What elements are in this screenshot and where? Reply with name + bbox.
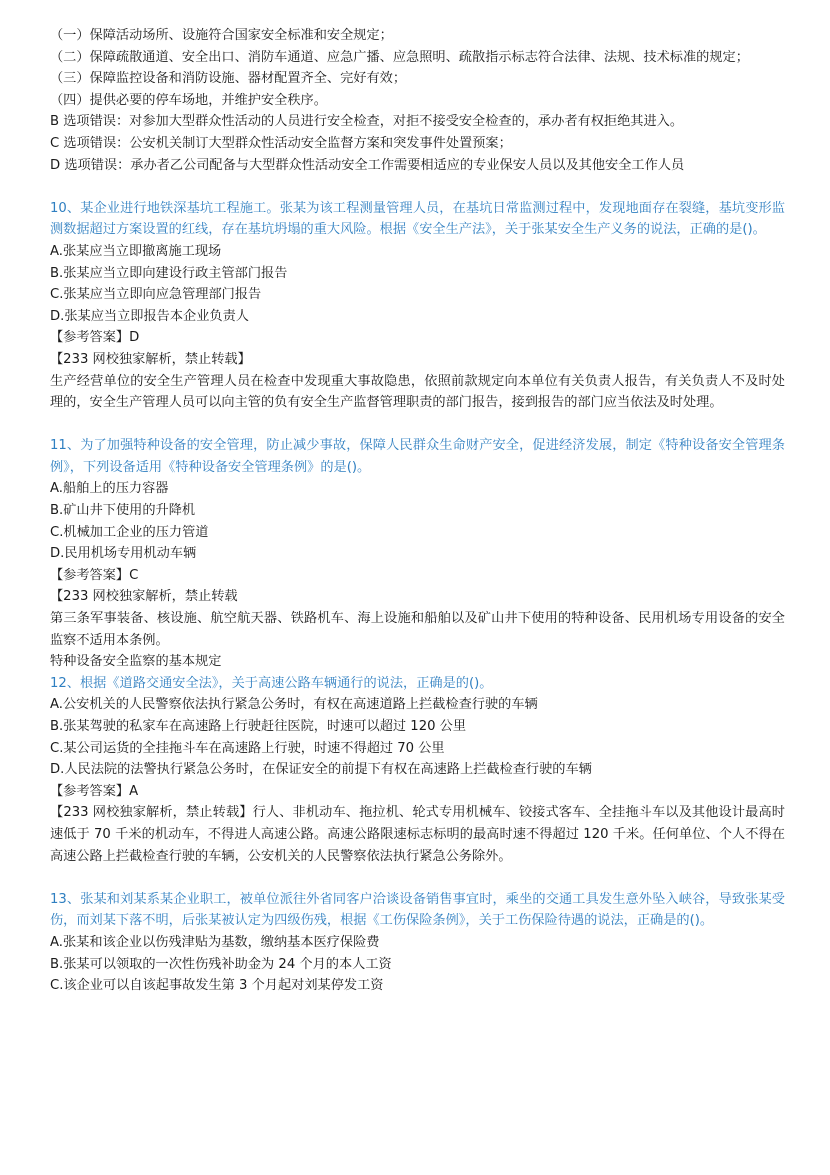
spacer [50, 867, 785, 889]
question-13 [50, 889, 785, 997]
question-11 [50, 435, 785, 673]
option-a: A.公安机关的人民警察依法执行紧急公务时，有权在高速道路上拦截检查行驶的车辆 [50, 697, 538, 713]
option-d: D.张某应当立即报告本企业负责人 [50, 308, 249, 324]
analysis-text: 生产经营单位的安全生产管理人员在检查中发现重大事故隐患，依照前款规定向本单位有关负责人报告，有关负责人不及时处理的，安全生产管理人员可以向主管的负有安全生产监督管理职责的部门报告，接到报告的部门应当依法及时处理。 [50, 373, 785, 411]
document-page [50, 25, 785, 997]
analysis-item: （一）保障活动场所、设施符合国家安全标准和安全规定； [50, 28, 393, 43]
question-stem: 10、某企业进行地铁深基坑工程施工。张某为该工程测量管理人员，在基坑日常监测过程中，发现地面存在裂缝，基坑变形监测数据超过方案设置的红线，存在基坑坍塌的重大风险。根据《安全生产法》，关于张某安全生产义务的说法，正确的是()。 [50, 200, 785, 238]
option-a: A.张某和该企业以伤残津贴为基数，缴纳基本医疗保险费 [50, 934, 380, 950]
question-10 [50, 198, 785, 414]
analysis-item: （四）提供必要的停车场地，并维护安全秩序。 [50, 92, 327, 108]
analysis-item: （二）保障疏散通道、安全出口、消防车通道、应急广播、应急照明、疏散指示标志符合法律、法规、技术标准的规定； [50, 49, 749, 65]
previous-analysis-block [50, 25, 785, 176]
option-b: B.张某驾驶的私家车在高速路上行驶赶往医院，时速可以超过 120 公里 [50, 719, 467, 734]
option-b: B.张某可以领取的一次性伤残补助金为 24 个月的本人工资 [50, 956, 392, 972]
reference-answer: 【参考答案】C [50, 567, 139, 583]
analysis-title: 【233 网校独家解析，禁止转载】 [50, 351, 251, 367]
analysis-title: 【233 网校独家解析，禁止转载 [50, 589, 238, 605]
option-b-explanation: B 选项错误：对参加大型群众性活动的人员进行安全检查，对拒不接受安全检查的，承办者有权拒绝其进入。 [50, 114, 684, 130]
reference-answer: 【参考答案】D [50, 330, 140, 346]
analysis-item: （三）保障监控设备和消防设施、器材配置齐全、完好有效； [50, 71, 407, 87]
question-stem: 13、张某和刘某系某企业职工，被单位派往外省同客户洽谈设备销售事宜时，乘坐的交通工具发生意外坠入峡谷，导致张某受伤，而刘某下落不明，后张某被认定为四级伤残，根据《工伤保险条例》，关于工伤保险待遇的说法，正确是的()。 [50, 891, 785, 929]
option-c: C.张某应当立即向应急管理部门报告 [50, 287, 262, 303]
option-d: D.民用机场专用机动车辆 [50, 546, 197, 562]
analysis-text: 特种设备安全监察的基本规定 [50, 654, 222, 670]
spacer [50, 414, 785, 436]
option-c: C.机械加工企业的压力管道 [50, 524, 209, 540]
analysis-text: 第三条军事装备、核设施、航空航天器、铁路机车、海上设施和船舶以及矿山井下使用的特种设备、民用机场专用设备的安全监察不适用本条例。 [50, 611, 785, 648]
analysis-with-title [50, 802, 785, 867]
analysis-text: 行人、非机动车、拖拉机、轮式专用机械车、铰接式客车、全挂拖斗车以及其他设计最高时速低于 70 千米的机动车，不得进人高速公路。高速公路限速标志标明的最高时速不得超过 120 千米。任何单位、个人不得在高速公路上拦截检查行驶的车辆，公安机关的人民警察依法执行紧急公务除外。 [50, 805, 785, 864]
reference-answer: 【参考答案】A [50, 783, 139, 799]
option-a: A.船舶上的压力容器 [50, 481, 169, 497]
option-c: C.该企业可以自该起事故发生第 3 个月起对刘某停发工资 [50, 978, 384, 994]
question-stem: 11、为了加强特种设备的安全管理，防止减少事故，保障人民群众生命财产安全，促进经济发展，制定《特种设备安全管理条例》，下列设备适用《特种设备安全管理条例》的是()。 [50, 438, 785, 475]
option-c-explanation: C 选项错误：公安机关制订大型群众性活动安全监督方案和突发事件处置预案； [50, 135, 512, 151]
option-c: C.某公司运货的全挂拖斗车在高速路上行驶，时速不得超过 70 公里 [50, 740, 445, 756]
option-d-explanation: D 选项错误：承办者乙公司配备与大型群众性活动安全工作需要相适应的专业保安人员以及其他安全工作人员 [50, 157, 685, 173]
question-stem: 12、根据《道路交通安全法》，关于高速公路车辆通行的说法，正确是的()。 [50, 675, 493, 691]
analysis-title: 【233 网校独家解析，禁止转载】 [50, 805, 253, 821]
option-b: B.矿山井下使用的升降机 [50, 503, 196, 519]
option-b: B.张某应当立即向建设行政主管部门报告 [50, 265, 288, 281]
spacer [50, 176, 785, 198]
option-a: A.张某应当立即撤离施工现场 [50, 243, 222, 259]
option-d: D.人民法院的法警执行紧急公务时，在保证安全的前提下有权在高速路上拦截检查行驶的车辆 [50, 762, 592, 778]
question-12 [50, 673, 785, 867]
